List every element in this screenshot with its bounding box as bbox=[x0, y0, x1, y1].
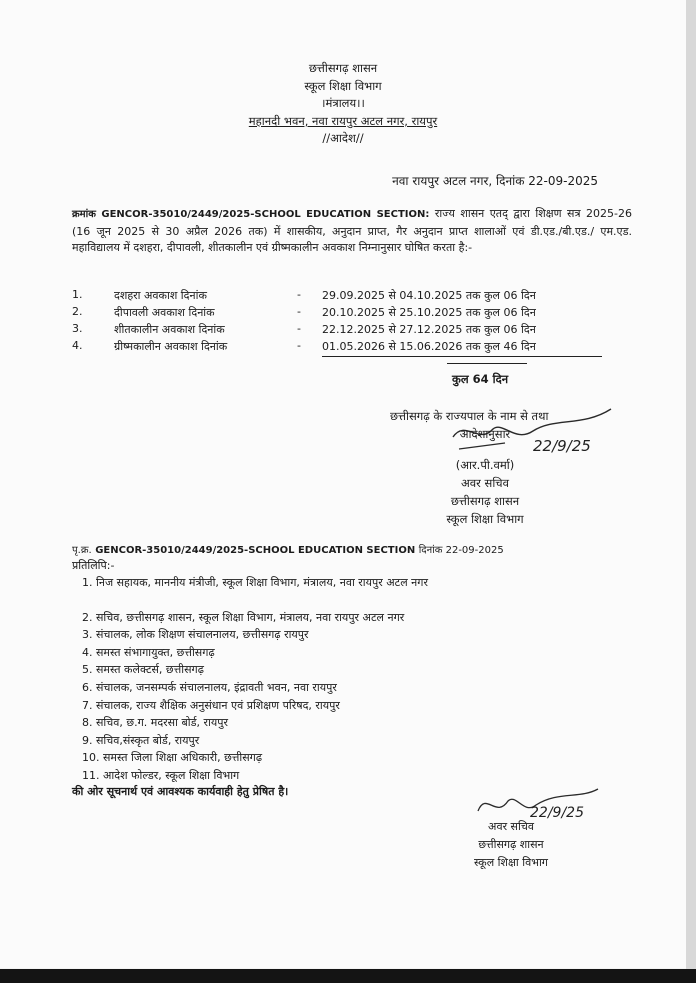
total-days: कुल 64 दिन bbox=[452, 372, 509, 386]
header-dept: स्कूल शिक्षा विभाग bbox=[304, 78, 382, 93]
leave-dash: - bbox=[297, 322, 301, 335]
leave-row bbox=[72, 339, 602, 357]
leave-name: दशहरा अवकाश दिनांक bbox=[114, 289, 207, 302]
closing-line: की ओर सूचनार्थ एवं आवश्यक कार्यवाही हेतु प्रेषित है। bbox=[72, 785, 289, 798]
leave-dash: - bbox=[297, 339, 301, 352]
authority-block-2 bbox=[446, 818, 576, 872]
copy-ref-code: GENCOR-35010/2449/2025-SCHOOL EDUCATION SECTION bbox=[95, 545, 416, 556]
leave-range: 29.09.2025 से 04.10.2025 तक कुल 06 दिन bbox=[322, 289, 536, 302]
authority-line2: आदेशानुसार bbox=[459, 427, 511, 441]
authority-govt: छत्तीसगढ़ शासन bbox=[450, 494, 520, 508]
authority-line1: छत्तीसगढ़ के राज्यपाल के नाम से तथा bbox=[390, 409, 549, 423]
leave-schedule-table bbox=[72, 288, 602, 357]
leave-name: दीपावली अवकाश दिनांक bbox=[114, 306, 215, 319]
leave-row bbox=[72, 322, 602, 339]
leave-range: 20.10.2025 से 25.10.2025 तक कुल 06 दिन bbox=[322, 306, 536, 319]
copy-recipient-item: 1. निज सहायक, माननीय मंत्रीजी, स्कूल शिक्षा विभाग, मंत्रालय, नवा रायपुर अटल नगर bbox=[82, 576, 428, 589]
leave-name: शीतकालीन अवकाश दिनांक bbox=[114, 323, 225, 336]
copy-recipient-item: 2. सचिव, छत्तीसगढ़ शासन, स्कूल शिक्षा विभाग, मंत्रालय, नवा रायपुर अटल नगर bbox=[82, 610, 405, 624]
leave-range: 22.12.2025 से 27.12.2025 तक कुल 06 दिन bbox=[322, 323, 536, 336]
leave-row bbox=[72, 305, 602, 322]
copy-recipients-list bbox=[82, 574, 428, 785]
leave-range: 01.05.2026 से 15.06.2026 तक कुल 46 दिन bbox=[322, 339, 602, 357]
scan-right-edge bbox=[686, 0, 696, 983]
place-date: नवा रायपुर अटल नगर, दिनांक 22-09-2025 bbox=[392, 174, 598, 188]
copy-label: प्रतिलिपि:- bbox=[72, 559, 115, 572]
order-body-text: राज्य शासन एतद् द्वारा शिक्षण सत्र 2025-26 (16 जून 2025 से 30 अप्रैल 2026 तक) में शासकीय, अनुदान प्राप्त, गैर अनुदान प्राप्त शालाओं एवं डी.एड./बी.एड./ एम.एड. महाविद्यालय में दशहरा, दीपावली, शीतकालीन एवं ग्रीष्मकालीन अवकाश निम्नानुसार घोषित करता है:- bbox=[72, 207, 632, 254]
authority2-dept: स्कूल शिक्षा विभाग bbox=[474, 856, 548, 869]
copy-recipient-item: 10. समस्त जिला शिक्षा अधिकारी, छत्तीसगढ़ bbox=[82, 751, 263, 765]
copy-recipient-item: 8. सचिव, छ.ग. मदरसा बोर्ड, रायपुर bbox=[82, 716, 228, 730]
copy-recipient-item: 3. संचालक, लोक शिक्षण संचालनालय, छत्तीसगढ़ रायपुर bbox=[82, 628, 309, 642]
copy-recipient-item: 11. आदेश फोल्डर, स्कूल शिक्षा विभाग bbox=[82, 768, 240, 782]
letterhead bbox=[0, 60, 686, 148]
copy-recipient-item: 4. समस्त संभागायुक्त, छत्तीसगढ़ bbox=[82, 645, 215, 659]
leave-row bbox=[72, 288, 602, 305]
header-address: महानदी भवन, नवा रायपुर अटल नगर, रायपुर bbox=[248, 113, 438, 128]
leave-name: ग्रीष्मकालीन अवकाश दिनांक bbox=[114, 340, 228, 353]
authority2-designation: अवर सचिव bbox=[488, 820, 534, 833]
copy-ref-date: दिनांक 22-09-2025 bbox=[418, 545, 504, 556]
copy-recipient-item: 9. सचिव,संस्कृत बोर्ड, रायपुर bbox=[82, 733, 200, 747]
total-rule bbox=[447, 363, 527, 364]
authority-block bbox=[390, 407, 620, 528]
leave-sn: 1. bbox=[72, 288, 83, 301]
authority-name: (आर.पी.वर्मा) bbox=[455, 458, 515, 472]
authority-dept: स्कूल शिक्षा विभाग bbox=[446, 512, 524, 526]
signature-2-date: 22/9/25 bbox=[530, 805, 584, 821]
authority-designation: अवर सचिव bbox=[461, 476, 509, 490]
leave-dash: - bbox=[297, 305, 301, 318]
header-ministry: ।मंत्रालय।। bbox=[321, 96, 365, 110]
header-govt: छत्तीसगढ़ शासन bbox=[308, 61, 378, 75]
leave-sn: 4. bbox=[72, 339, 83, 352]
copy-recipient-item: 7. संचालक, राज्य शैक्षिक अनुसंधान एवं प्रशिक्षण परिषद, रायपुर bbox=[82, 698, 340, 712]
order-paragraph bbox=[72, 206, 632, 257]
signature-1-date: 22/9/25 bbox=[533, 437, 591, 455]
leave-dash: - bbox=[297, 288, 301, 301]
copy-ref-line bbox=[72, 542, 504, 556]
leave-sn: 2. bbox=[72, 305, 83, 318]
leave-sn: 3. bbox=[72, 322, 83, 335]
copy-recipient-item: 5. समस्त कलेक्टर्स, छत्तीसगढ़ bbox=[82, 663, 204, 677]
order-ref-number: क्रमांक GENCOR-35010/2449/2025-SCHOOL EDUCATION SECTION: bbox=[72, 209, 430, 220]
header-order-title: //आदेश// bbox=[322, 131, 364, 145]
scan-bottom-bar bbox=[0, 969, 696, 983]
copy-ref-prefix: पृ.क्र. bbox=[72, 545, 92, 556]
copy-recipient-item: 6. संचालक, जनसम्पर्क संचालनालय, इंद्रावती भवन, नवा रायपुर bbox=[82, 680, 337, 694]
authority2-govt: छत्तीसगढ़ शासन bbox=[478, 838, 544, 851]
